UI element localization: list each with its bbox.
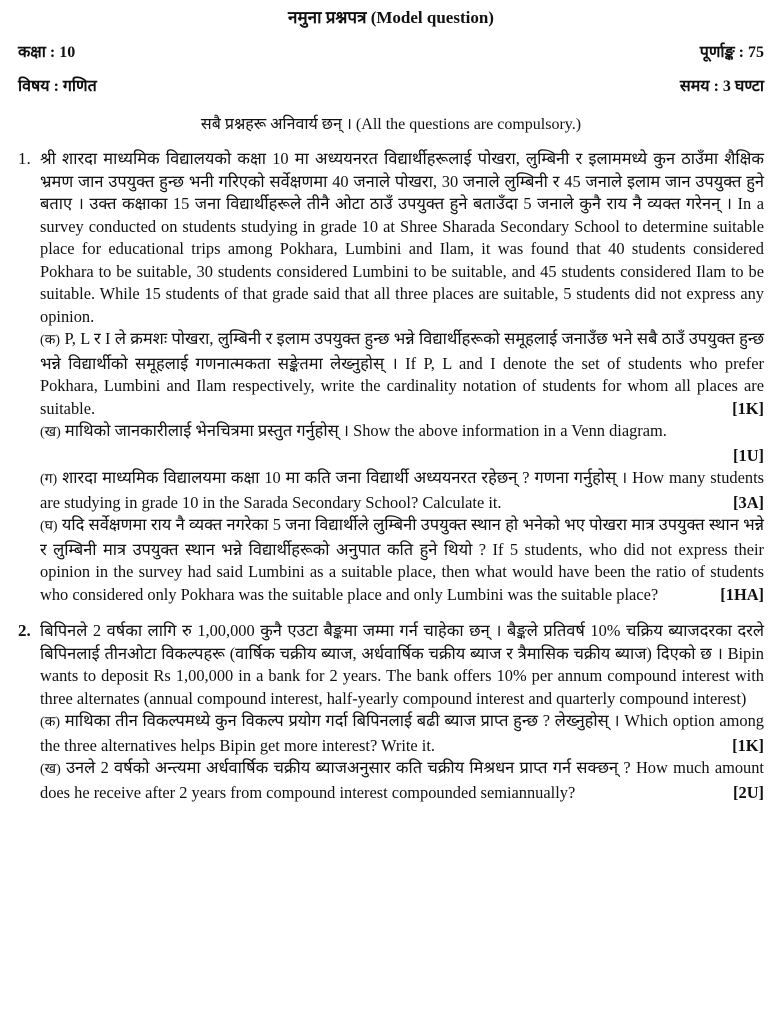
marks-badge: [2U] — [733, 782, 764, 802]
subject-label: विषय : गणित — [18, 78, 97, 95]
sub-label: (क) — [40, 333, 61, 348]
sub-text: यदि सर्वेक्षणमा राय नै व्यक्त नगरेका 5 जना विद्यार्थीले लुम्बिनी उपयुक्त स्थान हो भनेको भए पोखरा मात्र उपयुक्त स्थान भन्ने र लुम्बिनी मात्र उपयुक्त स्थान भन्ने विद्यार्थीहरूको अनुपात कति हुने थियो ? If 5 students, who did not express their opinion in the survey had said Lumbini as a suitable place, then what would have been the ratio of students who considered only Pokhara was the suitable place and only Lumbini was the suitable place? — [40, 515, 764, 604]
marks-badge: [1K] — [732, 735, 764, 755]
question-number: 2. — [18, 621, 31, 640]
sub-label: (घ) — [40, 519, 58, 534]
sub-label: (ख) — [40, 425, 61, 440]
question-text: श्री शारदा माध्यमिक विद्यालयको कक्षा 10 मा अध्ययनरत विद्यार्थीहरूलाई पोखरा, लुम्बिनी र इलाममध्ये कुन ठाउँमा शैक्षिक भ्रमण जान उपयुक्त हुन्छ भनी गरिएको सर्वेक्षणमा 40 जनाले पोखरा, 30 जनाले लुम्बिनी र 45 जनाले इलाम जान उपयुक्त हुने बताए । उक्त कक्षाका 15 जना विद्यार्थीहरूले तीनै ओटा ठाउँ उपयुक्त हुने बताउँदा 5 जनाले कुनै राय नै व्यक्त गरेनन् । In a survey conducted on students studying in grade 10 at Shree Sharada Secondary School to determine suitable place for educational trips among Pokhara, Lumbini and Ilam, it was found that 40 students considered Pokhara to be suitable, 30 students considered Lumbini to be suitable, and 45 students considered Ilam to be suitable. While 15 students of that grade said that all three places are suitable, 5 students did not express any opinion. — [40, 149, 764, 326]
question-2 — [18, 620, 764, 804]
sub-label: (ख) — [40, 762, 61, 777]
marks-badge: [1HA] — [720, 584, 764, 604]
marks-badge: [1U] — [733, 445, 764, 465]
sub-text: P, L र I ले क्रमशः पोखरा, लुम्बिनी र इलाम उपयुक्त हुन्छ भन्ने विद्यार्थीहरूको समूहलाई जनाउँछ भने सबै ठाउँ उपयुक्त हुन्छ भन्ने विद्यार्थीको समूहलाई गणनात्मकता सङ्केतमा लेख्नुहोस् । If P, L and I denote the set of students who prefer Pokhara, Lumbini and Ilam respectively, write the cardinality notation of students for whom all places are suitable. — [40, 329, 764, 418]
sub-question-1a — [40, 328, 764, 420]
sub-question-2b — [40, 757, 764, 804]
question-body — [40, 620, 764, 804]
sub-question-1d — [40, 514, 764, 606]
sub-question-2a — [40, 710, 764, 757]
question-1 — [18, 148, 764, 606]
sub-label: (ग) — [40, 472, 58, 487]
sub-text: माथिको जानकारीलाई भेनचित्रमा प्रस्तुत गर्नुहोस् । Show the above information in a Venn diagram. — [64, 421, 667, 440]
meta-row-class — [18, 36, 764, 70]
class-label: कक्षा : 10 — [18, 44, 76, 61]
page-title: नमुना प्रश्नपत्र (Model question) — [288, 8, 494, 27]
question-number: 1. — [18, 149, 31, 168]
instruction: सबै प्रश्नहरू अनिवार्य छन् । (All the questions are compulsory.) — [200, 116, 582, 133]
sub-text: माथिका तीन विकल्पमध्ये कुन विकल्प प्रयोग गर्दा बिपिनलाई बढी ब्याज प्राप्त हुन्छ ? लेख्नुहोस् । Which option among the three alternatives helps Bipin get more interest? Write it. — [40, 711, 764, 755]
sub-question-1c — [40, 467, 764, 514]
marks-badge: [1K] — [732, 398, 764, 418]
sub-text: शारदा माध्यमिक विद्यालयमा कक्षा 10 मा कति जना विद्यार्थी अध्ययनरत रहेछन् ? गणना गर्नुहोस् । How many students are studying in grade 10 in the Sarada Secondary School? Calculate it. — [40, 468, 764, 512]
sub-label: (क) — [40, 715, 61, 730]
marks-badge: [3A] — [733, 492, 764, 512]
question-body — [40, 148, 764, 606]
question-text: बिपिनले 2 वर्षका लागि रु 1,00,000 कुनै एउटा बैङ्कमा जम्मा गर्न चाहेका छन् । बैङ्कले प्रतिवर्ष 10% चक्रिय ब्याजदरका दरले बिपिनलाई तीनओटा विकल्पहरू (वार्षिक चक्रीय ब्याज, अर्धवार्षिक चक्रीय ब्याज र त्रैमासिक चक्रीय ब्याज) दिएको छ । Bipin wants to deposit Rs 1,00,000 in a bank for 2 years. The bank offers 10% per annum compound interest with three alternates (annual compound interest, half-yearly compound interest and quarterly compound interest) — [40, 621, 764, 708]
full-marks-label: पूर्णाङ्क : 75 — [699, 44, 764, 61]
sub-text: उनले 2 वर्षको अन्त्यमा अर्धवार्षिक चक्रीय ब्याजअनुसार कति चक्रीय मिश्रधन प्राप्त गर्न सक्छन् ? How much amount does he receive after 2 years from compound interest compounded semiannually? — [40, 758, 764, 802]
meta-row-subject — [18, 70, 764, 104]
spacer — [18, 606, 764, 620]
time-label: समय : 3 घण्टा — [679, 78, 764, 95]
sub-question-1b — [40, 420, 764, 467]
